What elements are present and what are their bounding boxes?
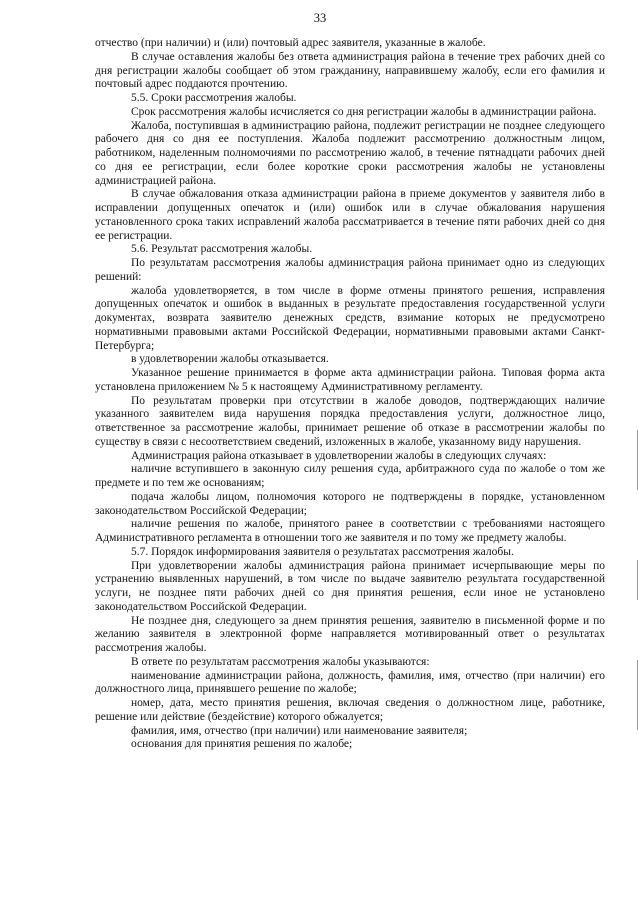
paragraph: Не позднее дня, следующего за днем принятия решения, заявителю в письменной форме и по желанию заявителя в электронной форме направляется мотивированный ответ о результатах рассмотрения жалобы.	[95, 614, 605, 654]
list-item: жалоба удовлетворяется, в том числе в форме отмены принятого решения, исправления допущенных опечаток и ошибок в выданных в результате предоставления государственной услуги документах, возврата заявителю денежных средств, взимание которых не предусмотрено нормативными правовыми актами Российской Федерации, нормативными правовыми актами Санкт-Петербурга;	[95, 284, 605, 352]
scan-edge-mark	[637, 430, 638, 490]
list-item: фамилия, имя, отчество (при наличии) или наименование заявителя;	[131, 724, 468, 737]
paragraph: Жалоба, поступившая в администрацию района, подлежит регистрации не позднее следующего рабочего дня со дня ее поступления. Жалоба подлежит рассмотрению должностным лицом, работником, наделенным полномочиями по рассмотрению жалоб, в течение пятнадцати рабочих дней со дня ее регистрации, если более короткие сроки рассмотрения жалобы не установлены администрацией района.	[95, 119, 605, 187]
list-item: основания для принятия решения по жалобе;	[131, 738, 353, 751]
paragraph: По результатам рассмотрения жалобы администрация района принимает одно из следующих решений:	[95, 257, 605, 283]
paragraph: По результатам проверки при отсутствии в жалобе доводов, подтверждающих наличие указанного заявителем вида нарушения порядка предоставления услуги, должностное лицо, ответственное за рассмотрение жалобы, принимает решение об отказе в рассмотрении жалобы по существу в связи с несоответствием сведений, изложенных в жалобе, указанному виду нарушения.	[95, 394, 605, 448]
scan-edge-mark	[637, 660, 638, 730]
document-body	[95, 37, 605, 752]
scan-edge-mark	[637, 560, 638, 600]
section-heading: 5.7. Порядок информирования заявителя о результатах рассмотрения жалобы.	[131, 545, 514, 558]
paragraph: отчество (при наличии) и (или) почтовый адрес заявителя, указанные в жалобе.	[95, 37, 486, 49]
paragraph: Администрация района отказывает в удовлетворении жалобы в следующих случаях:	[131, 449, 547, 462]
list-item: подача жалобы лицом, полномочия которого не подтверждены в порядке, установленном законодательством Российской Федерации;	[95, 490, 605, 517]
paragraph: При удовлетворении жалобы администрация района принимает исчерпывающие меры по устранению выявленных нарушений, в том числе по выдаче заявителю результата государственной услуги, не позднее пяти рабочих дней со дня принятия решения, если иное не установлено законодательством Российской Федерации.	[95, 559, 605, 613]
section-heading: 5.5. Сроки рассмотрения жалобы.	[131, 92, 297, 104]
paragraph: В случае обжалования отказа администрации района в приеме документов у заявителя либо в исправлении допущенных опечаток и (или) ошибок или в случае обжалования нарушения установленного срока таких исправлений жалоба рассматривается в течение пяти рабочих дней со дня ее регистрации.	[95, 188, 605, 242]
list-item: наименование администрации района, должность, фамилия, имя, отчество (при наличии) его должностного лица, принявшего решение по жалобе;	[95, 669, 605, 696]
paragraph: Указанное решение принимается в форме акта администрации района. Типовая форма акта установлена приложением № 5 к настоящему Административному регламенту.	[95, 367, 605, 393]
list-item: наличие вступившего в законную силу решения суда, арбитражного суда по жалобе о том же предмете и по тем же основаниям;	[95, 463, 605, 489]
page-number: 33	[313, 11, 327, 25]
list-item: в удовлетворении жалобы отказывается.	[131, 353, 329, 366]
list-item: номер, дата, место принятия решения, включая сведения о должностном лице, работнике, решение или действие (бездействие) которого обжалуется;	[95, 697, 605, 723]
paragraph: В случае оставления жалобы без ответа администрация района в течение трех рабочих дней со дня регистрации жалобы сообщает об этом гражданину, направившему жалобу, если его фамилия и почтовый адрес поддаются прочтению.	[95, 50, 605, 91]
list-item: наличие решения по жалобе, принятого ранее в соответствии с требованиями настоящего Административного регламента в отношении того же заявителя и по тому же предмету жалобы.	[95, 518, 605, 544]
paragraph: Срок рассмотрения жалобы исчисляется со дня регистрации жалобы в администрации района.	[131, 105, 597, 118]
section-heading: 5.6. Результат рассмотрения жалобы.	[131, 243, 313, 256]
paragraph: В ответе по результатам рассмотрения жалобы указываются:	[131, 655, 430, 668]
